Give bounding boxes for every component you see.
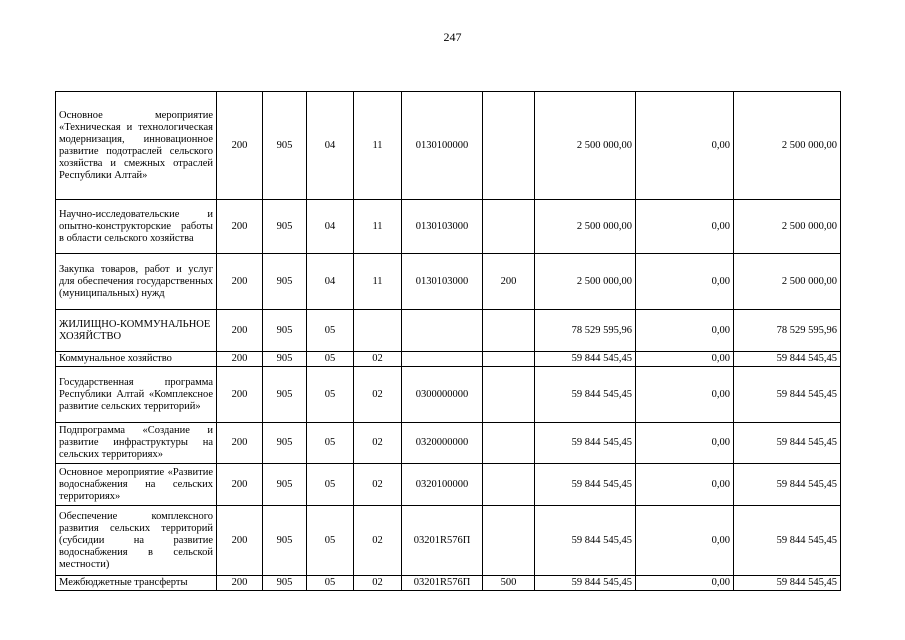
cell-admin-code: 200 [217,254,263,310]
cell-subsection: 02 [354,576,402,591]
cell-amount-change: 0,00 [636,367,734,423]
cell-amount-total: 2 500 000,00 [535,200,636,254]
table-row [56,367,841,423]
cell-subsection: 11 [354,92,402,200]
cell-admin-code: 200 [217,423,263,464]
cell-amount-change: 0,00 [636,423,734,464]
cell-name: Государственная программа Республики Алтай «Комплексное развитие сельских территорий» [56,367,217,423]
cell-amount-result: 78 529 595,96 [734,310,841,352]
cell-amount-total: 59 844 545,45 [535,367,636,423]
cell-admin-code: 200 [217,200,263,254]
cell-expense-type [483,310,535,352]
cell-section: 04 [307,200,354,254]
cell-amount-result: 2 500 000,00 [734,92,841,200]
table-row [56,254,841,310]
cell-admin-code: 200 [217,92,263,200]
cell-section: 05 [307,464,354,506]
cell-subsection: 02 [354,352,402,367]
cell-name: ЖИЛИЩНО-КОММУНАЛЬНОЕ ХОЗЯЙСТВО [56,310,217,352]
cell-amount-result: 59 844 545,45 [734,352,841,367]
cell-name: Закупка товаров, работ и услуг для обеспечения государственных (муниципальных) нужд [56,254,217,310]
cell-amount-change: 0,00 [636,352,734,367]
cell-amount-total: 59 844 545,45 [535,423,636,464]
table-row [56,200,841,254]
cell-target-code: 0130103000 [402,254,483,310]
cell-expense-type [483,464,535,506]
cell-section: 05 [307,310,354,352]
cell-target-code [402,310,483,352]
cell-amount-change: 0,00 [636,254,734,310]
cell-amount-change: 0,00 [636,200,734,254]
table-row [56,310,841,352]
cell-admin-code: 200 [217,576,263,591]
cell-amount-result: 59 844 545,45 [734,423,841,464]
cell-target-code: 03201R576П [402,506,483,576]
cell-section: 05 [307,506,354,576]
cell-subsection [354,310,402,352]
table-row [56,506,841,576]
cell-name: Подпрограмма «Создание и развитие инфраструктуры на сельских территориях» [56,423,217,464]
cell-subsection: 11 [354,254,402,310]
cell-target-code [402,352,483,367]
cell-amount-change: 0,00 [636,92,734,200]
cell-amount-result: 59 844 545,45 [734,506,841,576]
cell-dept-code: 905 [263,576,307,591]
cell-amount-result: 59 844 545,45 [734,576,841,591]
cell-amount-change: 0,00 [636,506,734,576]
cell-dept-code: 905 [263,254,307,310]
cell-amount-total: 78 529 595,96 [535,310,636,352]
table-row [56,92,841,200]
cell-target-code: 03201R576П [402,576,483,591]
cell-amount-result: 59 844 545,45 [734,367,841,423]
cell-amount-total: 59 844 545,45 [535,464,636,506]
cell-target-code: 0320000000 [402,423,483,464]
cell-dept-code: 905 [263,200,307,254]
cell-section: 05 [307,352,354,367]
cell-subsection: 02 [354,464,402,506]
cell-section: 05 [307,576,354,591]
cell-expense-type [483,92,535,200]
cell-admin-code: 200 [217,352,263,367]
cell-section: 05 [307,367,354,423]
cell-dept-code: 905 [263,310,307,352]
cell-section: 05 [307,423,354,464]
cell-target-code: 0130103000 [402,200,483,254]
table-row [56,576,841,591]
cell-expense-type [483,352,535,367]
cell-amount-total: 59 844 545,45 [535,576,636,591]
cell-amount-result: 2 500 000,00 [734,200,841,254]
cell-expense-type [483,423,535,464]
cell-name: Обеспечение комплексного развития сельских территорий (субсидии на развитие водоснабжения в сельской местности) [56,506,217,576]
cell-subsection: 02 [354,423,402,464]
cell-name: Основное мероприятие «Техническая и технологическая модернизация, инновационное развитие подотраслей сельского хозяйства и смежных отраслей Республики Алтай» [56,92,217,200]
cell-expense-type: 200 [483,254,535,310]
cell-amount-total: 59 844 545,45 [535,506,636,576]
cell-name: Научно-исследовательские и опытно-конструкторские работы в области сельского хозяйства [56,200,217,254]
cell-section: 04 [307,254,354,310]
cell-admin-code: 200 [217,310,263,352]
cell-expense-type [483,506,535,576]
cell-amount-result: 2 500 000,00 [734,254,841,310]
cell-amount-result: 59 844 545,45 [734,464,841,506]
cell-amount-change: 0,00 [636,310,734,352]
table-body [56,92,841,591]
cell-amount-total: 59 844 545,45 [535,352,636,367]
cell-expense-type: 500 [483,576,535,591]
cell-name: Межбюджетные трансферты [56,576,217,591]
cell-dept-code: 905 [263,423,307,464]
cell-expense-type [483,367,535,423]
cell-amount-total: 2 500 000,00 [535,92,636,200]
cell-amount-change: 0,00 [636,576,734,591]
cell-name: Коммунальное хозяйство [56,352,217,367]
cell-name: Основное мероприятие «Развитие водоснабжения на сельских территориях» [56,464,217,506]
cell-admin-code: 200 [217,464,263,506]
cell-subsection: 02 [354,506,402,576]
cell-dept-code: 905 [263,464,307,506]
cell-expense-type [483,200,535,254]
budget-table [55,91,841,591]
cell-target-code: 0320100000 [402,464,483,506]
table-row [56,352,841,367]
cell-dept-code: 905 [263,367,307,423]
table-row [56,423,841,464]
cell-target-code: 0300000000 [402,367,483,423]
cell-dept-code: 905 [263,352,307,367]
cell-subsection: 02 [354,367,402,423]
cell-amount-total: 2 500 000,00 [535,254,636,310]
cell-admin-code: 200 [217,506,263,576]
cell-dept-code: 905 [263,506,307,576]
cell-section: 04 [307,92,354,200]
cell-subsection: 11 [354,200,402,254]
cell-target-code: 0130100000 [402,92,483,200]
cell-amount-change: 0,00 [636,464,734,506]
cell-dept-code: 905 [263,92,307,200]
table-row [56,464,841,506]
cell-admin-code: 200 [217,367,263,423]
page-number: 247 [443,30,462,44]
